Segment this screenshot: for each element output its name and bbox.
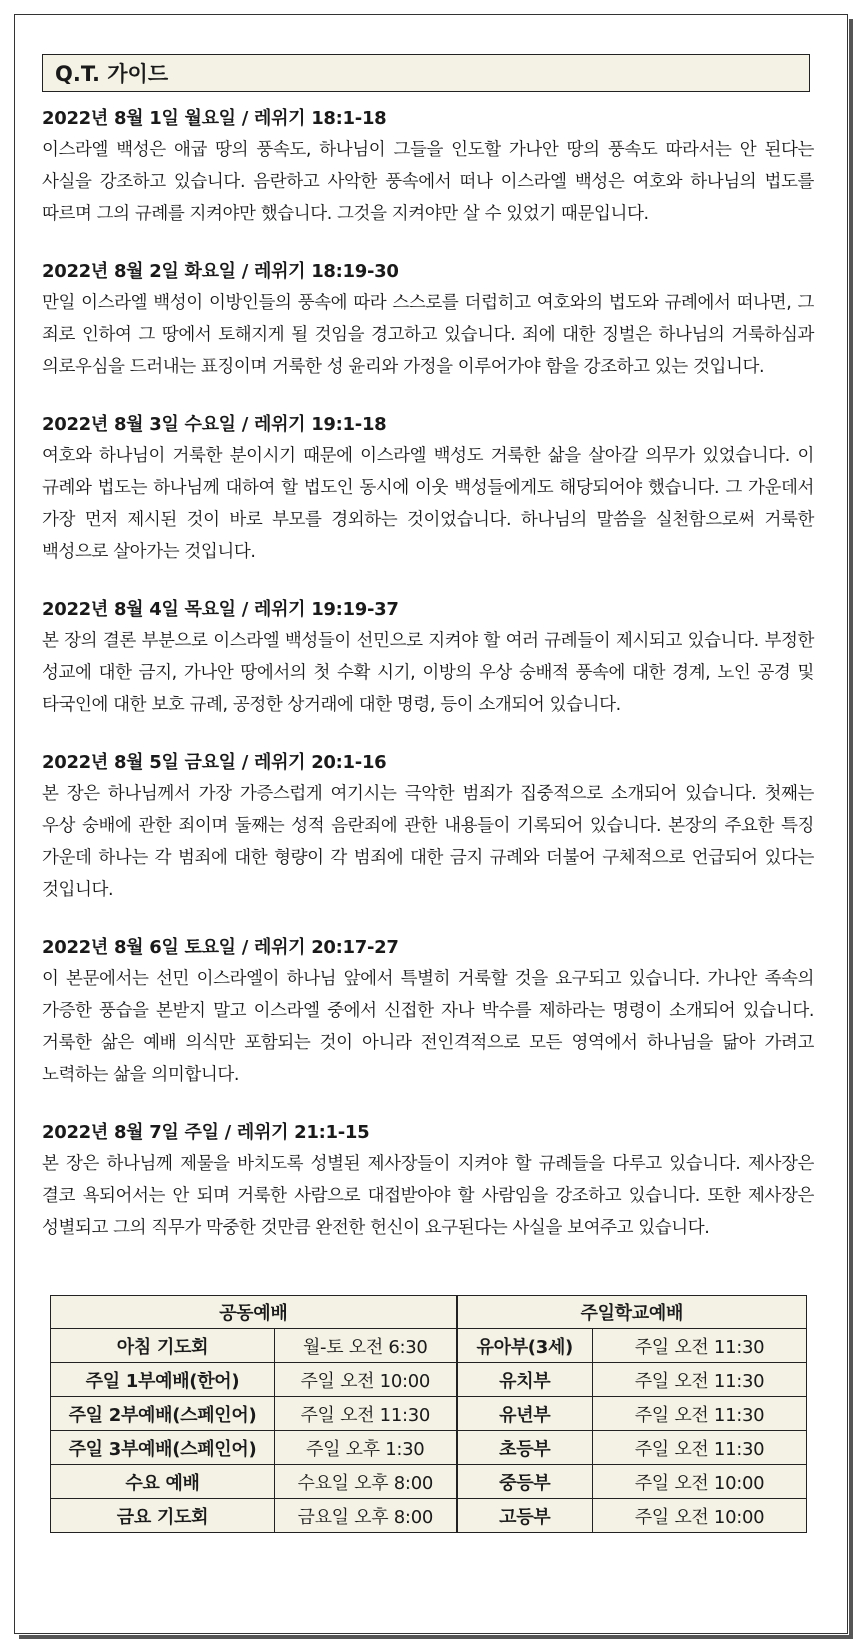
service-name: 아침 기도회 — [51, 1329, 275, 1363]
sunday-school-header: 주일학교예배 — [457, 1296, 807, 1329]
service-name: 주일 3부예배(스페인어) — [51, 1431, 275, 1465]
service-time: 월-토 오전 6:30 — [275, 1329, 457, 1363]
department-name: 중등부 — [457, 1465, 593, 1499]
service-time: 금요일 오후 8:00 — [275, 1499, 457, 1533]
entry-heading: 2022년 8월 7일 주일 / 레위기 21:1-15 — [42, 1122, 370, 1143]
entry-heading: 2022년 8월 2일 화요일 / 레위기 18:19-30 — [42, 261, 399, 282]
service-time: 주일 오후 1:30 — [275, 1431, 457, 1465]
department-time: 주일 오전 11:30 — [593, 1329, 807, 1363]
qt-entry — [42, 595, 814, 721]
department-time: 주일 오전 11:30 — [593, 1397, 807, 1431]
qt-entries — [42, 104, 814, 1271]
qt-entry — [42, 104, 814, 230]
entry-heading: 2022년 8월 3일 수요일 / 레위기 19:1-18 — [42, 414, 387, 435]
entry-body: 여호와 하나님이 거룩한 분이시기 때문에 이스라엘 백성도 거룩한 삶을 살아갈 의무가 있었습니다. 이 규례와 법도는 하나님께 대하여 할 법도인 동시에 이웃 백성들에게도 해당되어야 했습니다. 그 가운데서 가장 먼저 제시된 것이 바로 부모를 경외하는 것이었습니다. 하나님의 말씀을 실천함으로써 거룩한 백성으로 살아가는 것입니다. — [42, 446, 814, 562]
schedule-header-row — [51, 1296, 807, 1329]
service-name: 주일 2부예배(스페인어) — [51, 1397, 275, 1431]
entry-heading: 2022년 8월 6일 토요일 / 레위기 20:17-27 — [42, 937, 399, 958]
common-worship-header: 공동예배 — [51, 1296, 457, 1329]
entry-body: 이스라엘 백성은 애굽 땅의 풍속도, 하나님이 그들을 인도할 가나안 땅의 풍속도 따라서는 안 된다는 사실을 강조하고 있습니다. 음란하고 사악한 풍속에서 떠나 이스라엘 백성은 여호와 하나님의 법도를 따르며 그의 규례를 지켜야만 했습니다. 그것을 지켜야만 살 수 있었기 때문입니다. — [42, 140, 814, 224]
service-time: 주일 오전 11:30 — [275, 1397, 457, 1431]
table-row — [51, 1499, 807, 1533]
entry-body: 본 장은 하나님께서 가장 가증스럽게 여기시는 극악한 범죄가 집중적으로 소개되어 있습니다. 첫째는 우상 숭배에 관한 죄이며 둘째는 성적 음란죄에 관한 내용들이 기록되어 있습니다. 본장의 주요한 특징 가운데 하나는 각 범죄에 대한 형량이 각 범죄에 대한 금지 규례와 더불어 구체적으로 언급되어 있다는 것입니다. — [42, 784, 814, 900]
department-name: 유아부(3세) — [457, 1329, 593, 1363]
entry-heading: 2022년 8월 5일 금요일 / 레위기 20:1-16 — [42, 752, 387, 773]
qt-entry — [42, 1118, 814, 1244]
table-row — [51, 1363, 807, 1397]
department-time: 주일 오전 11:30 — [593, 1431, 807, 1465]
service-time: 주일 오전 10:00 — [275, 1363, 457, 1397]
department-time: 주일 오전 10:00 — [593, 1465, 807, 1499]
department-time: 주일 오전 10:00 — [593, 1499, 807, 1533]
entry-body: 본 장의 결론 부분으로 이스라엘 백성들이 선민으로 지켜야 할 여러 규례들이 제시되고 있습니다. 부정한 성교에 대한 금지, 가나안 땅에서의 첫 수확 시기, 이방의 우상 숭배적 풍속에 대한 경계, 노인 공경 및 타국인에 대한 보호 규례, 공정한 상거래에 대한 명령, 등이 소개되어 있습니다. — [42, 631, 814, 715]
entry-heading: 2022년 8월 4일 목요일 / 레위기 19:19-37 — [42, 599, 399, 620]
department-time: 주일 오전 11:30 — [593, 1363, 807, 1397]
department-name: 유년부 — [457, 1397, 593, 1431]
worship-schedule-table — [50, 1295, 807, 1533]
service-name: 주일 1부예배(한어) — [51, 1363, 275, 1397]
service-name: 금요 기도회 — [51, 1499, 275, 1533]
department-name: 유치부 — [457, 1363, 593, 1397]
page-title — [42, 54, 810, 92]
qt-entry — [42, 933, 814, 1091]
service-name: 수요 예배 — [51, 1465, 275, 1499]
service-time: 수요일 오후 8:00 — [275, 1465, 457, 1499]
entry-body: 본 장은 하나님께 제물을 바치도록 성별된 제사장들이 지켜야 할 규례들을 다루고 있습니다. 제사장은 결코 욕되어서는 안 되며 거룩한 사람으로 대접받아야 할 사람임을 강조하고 있습니다. 또한 제사장은 성별되고 그의 직무가 막중한 것만큼 완전한 헌신이 요구된다는 사실을 보여주고 있습니다. — [42, 1154, 814, 1238]
entry-body: 만일 이스라엘 백성이 이방인들의 풍속에 따라 스스로를 더럽히고 여호와의 법도와 규례에서 떠나면, 그 죄로 인하여 그 땅에서 토해지게 될 것임을 경고하고 있습니다. 죄에 대한 징벌은 하나님의 거룩하심과 의로우심을 드러내는 표징이며 거룩한 성 윤리와 가정을 이루어가야 함을 강조하고 있는 것입니다. — [42, 293, 814, 377]
table-row — [51, 1329, 807, 1363]
table-row — [51, 1397, 807, 1431]
qt-entry — [42, 410, 814, 568]
entry-body: 이 본문에서는 선민 이스라엘이 하나님 앞에서 특별히 거룩할 것을 요구되고 있습니다. 가나안 족속의 가증한 풍습을 본받지 말고 이스라엘 중에서 신접한 자나 박수를 제하라는 명령이 소개되어 있습니다. 거룩한 삶은 예배 의식만 포함되는 것이 아니라 전인격적으로 모든 영역에서 하나님을 닮아 가려고 노력하는 삶을 의미합니다. — [42, 969, 814, 1085]
qt-entry — [42, 257, 814, 383]
department-name: 고등부 — [457, 1499, 593, 1533]
table-row — [51, 1465, 807, 1499]
qt-entry — [42, 748, 814, 906]
entry-heading: 2022년 8월 1일 월요일 / 레위기 18:1-18 — [42, 108, 387, 129]
page-title-text: Q.T. 가이드 — [55, 62, 169, 86]
department-name: 초등부 — [457, 1431, 593, 1465]
table-row — [51, 1431, 807, 1465]
